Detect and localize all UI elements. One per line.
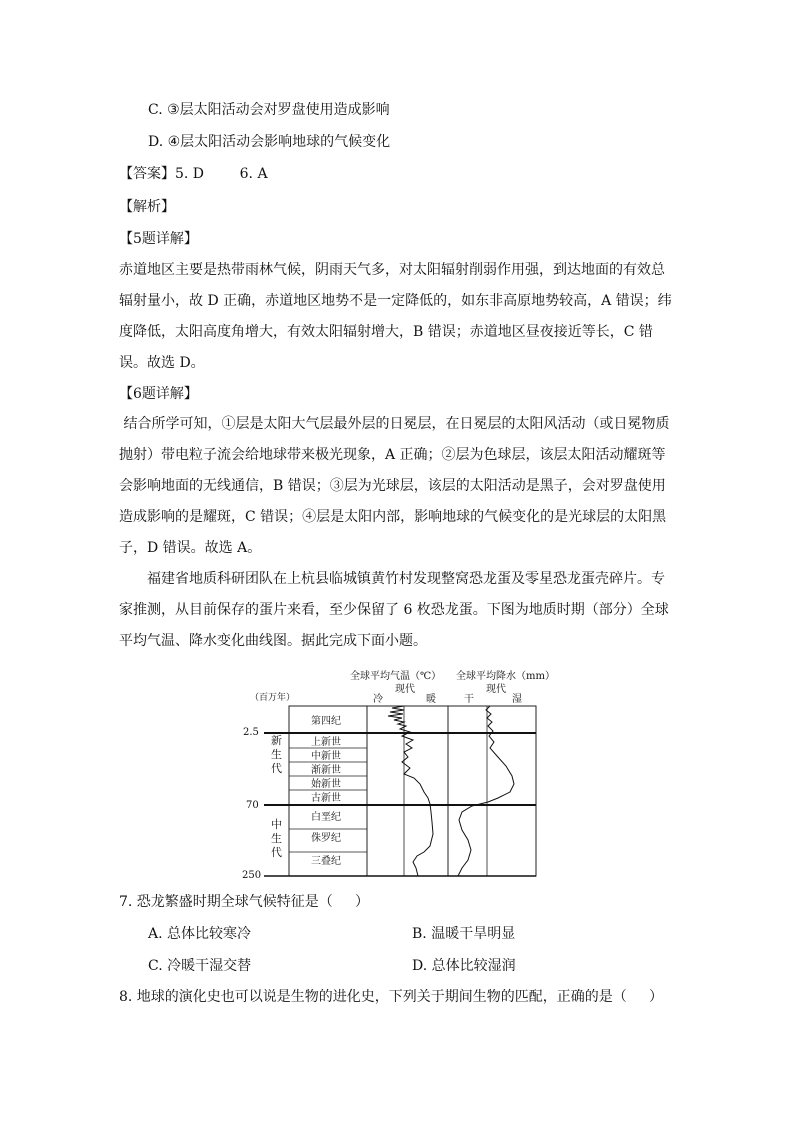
period-label: 中新世: [311, 751, 341, 762]
precip-modern-label: 现代: [486, 684, 506, 695]
option-c-prev: C. ③层太阳活动会对罗盘使用造成影响: [148, 102, 390, 118]
q6-line: 造成影响的是耀斑，C 错误；④层是太阳内部，影响地球的气候变化的是光球层的太阳黑: [119, 509, 667, 525]
intro-line: 平均气温、降水变化曲线图。据此完成下面小题。: [119, 633, 427, 649]
period-label: 白垩纪: [311, 812, 341, 823]
q6-line: 抛射）带电粒子流会给地球带来极光现象，A 正确；②层为色球层，该层太阳活动耀斑等: [119, 447, 666, 463]
q6-line: 子，D 错误。故选 A。: [119, 540, 262, 556]
dry-label: 干: [464, 694, 474, 705]
q8-stem: 8. 地球的演化史也可以说是生物的进化史，下列关于期间生物的匹配，正确的是（ ）: [119, 989, 664, 1005]
q5-line: 误。故选 D。: [119, 355, 205, 371]
era-cenozoic: 生: [271, 748, 282, 761]
q7-option-d[interactable]: D. 总体比较湿润: [412, 958, 516, 974]
precipitation-curve: [458, 706, 514, 876]
q5-line: 赤道地区主要是热带雨林气候，阴雨天气多，对太阳辐射削弱作用强，到达地面的有效总: [119, 262, 665, 278]
precip-title: 全球平均降水（mm）: [456, 671, 555, 682]
tick-2-5: 2.5: [243, 727, 259, 738]
era-mesozoic: 代: [271, 846, 282, 859]
warm-label: 暖: [426, 694, 436, 705]
wet-label: 湿: [512, 694, 522, 705]
option-d-prev: D. ④层太阳活动会影响地球的气候变化: [148, 134, 391, 150]
q6-heading: 【6题详解】: [119, 386, 198, 402]
q6-line: 结合所学可知，①层是太阳大气层最外层的日冕层，在日冕层的太阳风活动（或日冕物质: [119, 416, 670, 432]
q5-line: 度降低，太阳高度角增大，有效太阳辐射增大，B 错误；赤道地区昼夜接近等长，C 错: [119, 324, 653, 340]
era-mesozoic: 生: [271, 832, 282, 845]
q7-option-b[interactable]: B. 温暖干旱明显: [412, 926, 516, 942]
q6-line: 会影响地面的无线通信，B 错误；③层为光球层，该层的太阳活动是黑子，会对罗盘使用: [119, 478, 666, 494]
intro-line: 家推测，从目前保存的蛋片来看，至少保留了 6 枚恐龙蛋。下图为地质时期（部分）全球: [119, 602, 669, 618]
q5-heading: 【5题详解】: [119, 231, 198, 247]
period-label: 侏罗纪: [311, 833, 341, 844]
tick-70: 70: [246, 800, 259, 811]
q7-stem: 7. 恐龙繁盛时期全球气候特征是（ ）: [119, 894, 370, 910]
era-mesozoic: 中: [271, 818, 282, 831]
analysis-heading: 【解析】: [119, 199, 175, 215]
q7-option-a[interactable]: A. 总体比较寒冷: [148, 926, 252, 942]
period-label: 第四纪: [311, 716, 341, 727]
temp-title: 全球平均气温（℃）: [350, 671, 442, 682]
temp-modern-label: 现代: [395, 684, 415, 695]
era-cenozoic: 新: [271, 734, 282, 747]
period-label: 三叠纪: [311, 856, 341, 867]
q7-option-c[interactable]: C. 冷暖干湿交替: [148, 958, 252, 974]
q5-line: 辐射量小，故 D 正确，赤道地区地势不是一定降低的，如东非高原地势较高，A 错误；纬: [119, 293, 672, 309]
era-cenozoic: 代: [271, 762, 282, 775]
period-label: 始新世: [311, 779, 341, 790]
answer-line: 【答案】5. D 6. A: [119, 166, 268, 182]
time-unit: （百万年）: [250, 693, 296, 703]
temperature-curve: [388, 706, 433, 876]
period-label: 渐新世: [311, 765, 341, 776]
tick-250: 250: [242, 870, 262, 881]
cold-label: 冷: [373, 694, 383, 705]
period-label: 古新世: [311, 793, 341, 804]
intro-line: 福建省地质科研团队在上杭县临城镇黄竹村发现整窝恐龙蛋及零星恐龙蛋壳碎片。专: [147, 571, 665, 587]
chart-frame: [289, 706, 536, 876]
period-label: 上新世: [311, 737, 341, 748]
